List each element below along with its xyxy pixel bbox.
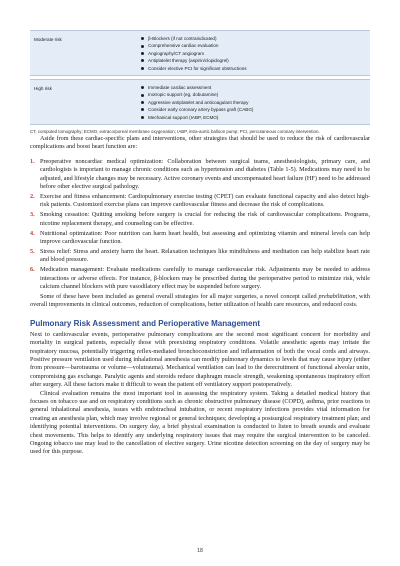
list-item [141,114,253,121]
strategy-text: Exercise and fitness enhancement: Cardiopulmonary exercise testing (CPET) can evaluate functional capacity and also detect high-risk patients. Customized exercise plans can improve cardiovascular fitness and decrease the risk of complications. [40,193,370,209]
list-item-text: Antiplatelet therapy (aspirin/clopidogrel) [148,58,229,64]
table-row-high-risk [30,79,370,125]
list-item [141,65,247,72]
list-item-text: β-Blockers (if not contraindicated) [148,36,217,41]
bullet-icon [141,52,144,55]
list-item-text: Consider elective PCI for significant obstructions [148,65,247,71]
bullet-icon [141,37,144,40]
list-item-text: Immediate cardiac assessment [148,85,212,91]
risk-level-label: High risk [34,86,52,92]
item-number: 3. [30,211,35,219]
prehabilitation-paragraph [30,293,370,310]
item-number: 1. [30,157,35,165]
bullet-icon [141,59,144,62]
strategy-item [30,230,370,247]
bullet-icon [141,116,144,119]
strategy-text: Nutritional optimization: Poor nutrition can harm heart health, but assessing and optimizing vitamin and mineral levels can help improve cardiovascular function. [40,229,370,246]
section-heading: Pulmonary Risk Assessment and Perioperative Management [30,318,261,328]
list-item [141,106,253,113]
bullet-icon [141,86,144,89]
strategy-item [30,266,370,291]
list-item-text: Aggressive antiplatelet and anticoagulant therapy [148,99,249,105]
intro-paragraph: Aside from these cardiac-specific plans and interventions, other strategies that should be used to reduce the risk of cardiovascular complications and boost heart function are: [30,135,370,151]
list-item [141,91,253,98]
list-item [141,50,247,57]
pulmonary-paragraph-2: Clinical evaluation remains the most important tool in assessing the respiratory system. Taking a detailed medical history that focuses on tobacco use and on respiratory conditions such as chronic obstructive pulmonary disease (COPD), asthma, prior reactions to general inhalational anesthesia, issues with endotracheal intubation, or recent respiratory infections provides vital information for creating an anesthesia plan, which may involve regional or general techniques; developing a postsurgical respiratory treatment plan; and identifying potential interventions. On surgery day, a brief physical examination is conducted to listen to breath sounds and evaluate chest movements. This helps to identify any underlying respiratory issues that may require the surgical intervention to be canceled. Ongoing tobacco use may lead to the cancellation of elective surgery. Urine nicotine detection screening on the day of surgery may be used for this purpose. [30,389,370,456]
bullet-icon [141,101,144,104]
item-number: 5. [30,247,35,255]
bullet-icon [141,108,144,111]
strategy-item [30,158,370,192]
item-number: 6. [30,266,35,274]
list-item [141,99,253,106]
bullet-icon [141,45,144,48]
risk-level-label: Moderate risk [34,37,62,42]
list-item-text: Mechanical support (IABP, ECMO) [148,114,219,120]
strategy-text: Medication management: Evaluate medications carefully to manage cardiovascular risk. Adjustments may be needed to address interactions or adverse effects. For instance, β-blockers may be prescribed during the perioperative period to minimize risk, while calcium channel blockers with pure vasodilatory effect may be suspended before surgery. [40,266,370,291]
list-item-text: Consider early coronary artery bypass graft (CABG) [148,107,254,113]
list-item [141,84,253,91]
item-number: 4. [30,229,35,237]
list-item [141,57,247,64]
strategy-item [30,248,370,265]
strategy-item [30,193,370,210]
item-number: 2. [30,193,35,200]
paragraph-text: Some of these have been included as general overall strategies for all major surgeries, a novel concept called [40,292,319,300]
paragraph-text: , with overall improvements in clinical outcomes, reduction of complications, better utilization of health care resources, and reduced costs. [30,292,370,309]
page-number: 18 [197,548,203,554]
list-item [141,35,247,42]
list-item [141,42,247,49]
risk-interventions-list [141,31,247,75]
emphasized-term: prehabilitation [318,292,356,300]
pulmonary-paragraph-1: Next to cardiovascular events, perioperative pulmonary complications are the second most significant concern for morbidity and mortality in surgical patients, especially those with preexisting respiratory conditions. Volatile anesthetic agents may irritate the respiratory mucosa, potentially triggering reflex-mediated bronchoconstriction and inflammation of both the vocal cords and airways. Positive pressure ventilation used during inhalational anesthesia can modify pulmonary dynamics to levels that may cause injury (either from pressure—barotrauma or volume—volutrauma). Mechanical ventilation can lead to the derecruitment of functional alveolar units, compromising gas exchange. Paralytic agents and steroids reduce diaphragm muscle strength, weakening spontaneous inspiratory effort after surgery. All these factors make it difficult to wean the patient off ventilatory support postoperatively. [30,330,370,389]
strategy-text: Smoking cessation: Quitting smoking before surgery is crucial for reducing the risk of cardiovascular complications. Programs, nicotine replacement therapy, and counseling can be effective. [40,211,370,227]
risk-interventions-list [141,80,253,124]
risk-management-table [30,30,370,125]
strategy-text: Stress relief: Stress and anxiety harm the heart. Relaxation techniques like mindfulness and meditation can help stabilize heart rate and blood pressure. [40,247,370,264]
page-content [30,30,370,457]
strategy-list [30,158,370,292]
list-item-text: Angiography/CT angiogram [148,50,205,56]
bullet-icon [141,67,144,70]
list-item-text: Inotropic support (eg, dobutamine) [148,92,219,98]
bullet-icon [141,94,144,97]
strategy-item [30,211,370,228]
list-item-text: Comprehensive cardiac evaluation [148,43,219,49]
table-footnote: CT, computed tomography; ECMO, extracorporeal membrane oxygenation; IABP, intra-aortic balloon pump; PCI, percutaneous coronary intervention. [30,129,320,135]
table-row-moderate-risk [30,31,370,76]
strategy-text: Preoperative noncardiac medical optimization: Collaboration between surgical teams, anesthesiologists, primary care, and cardiologists is important to manage chronic conditions such as hypertension and diabetes (Table 1-5). Medications may need to be adjusted, and lifestyle changes may be necessary. Active coronary events and uncompensated heart failure (HF) need to be addressed before other elective surgical pathology. [40,157,370,191]
